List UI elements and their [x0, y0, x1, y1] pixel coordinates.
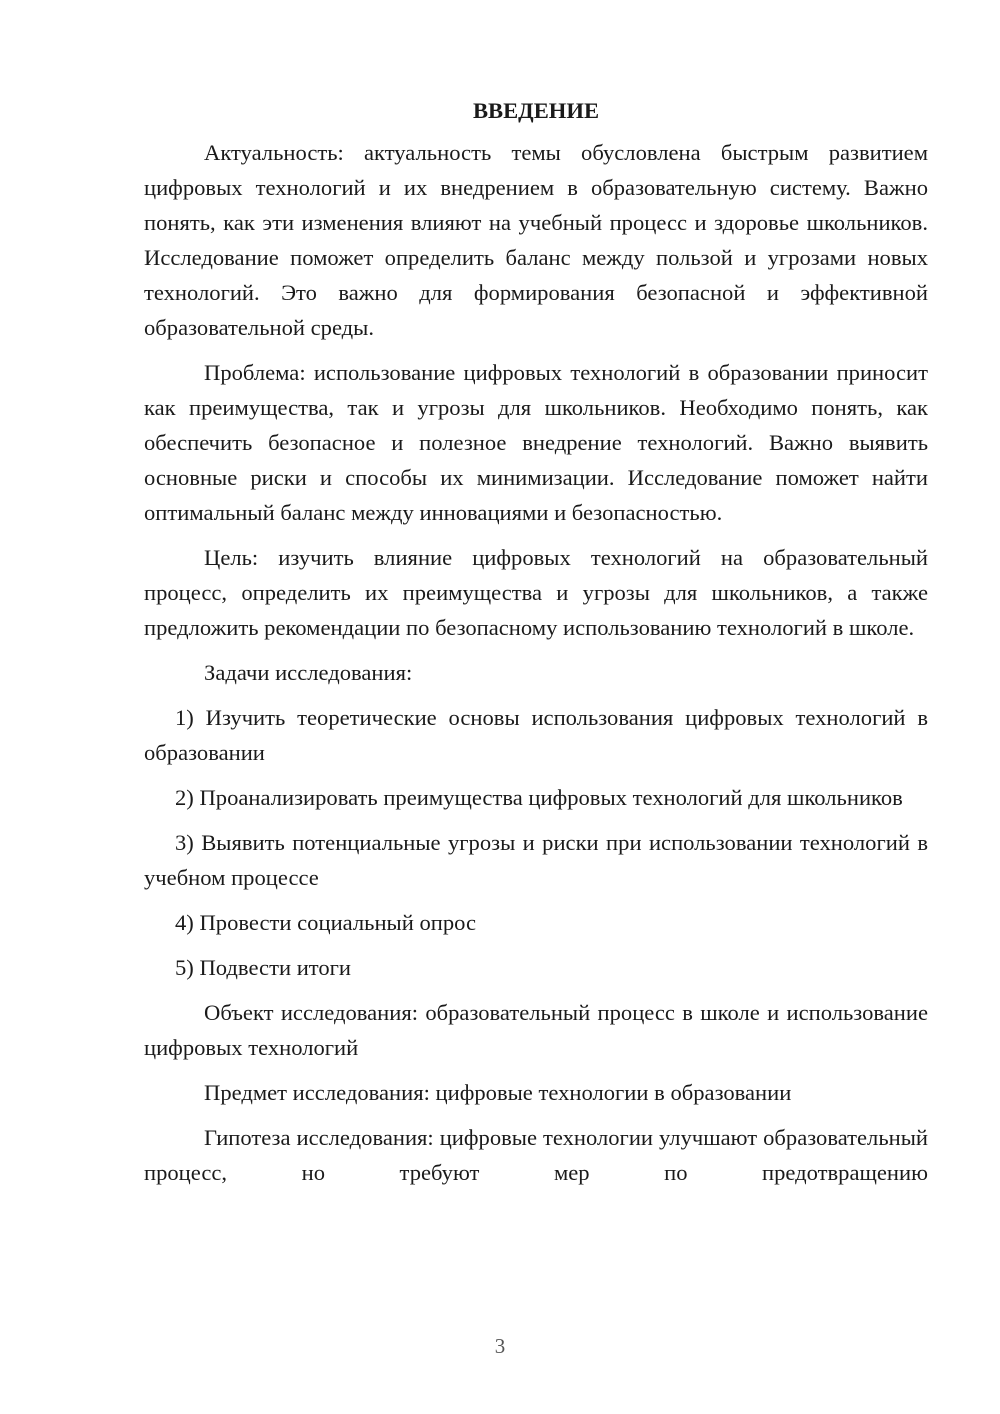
paragraph-subject: Предмет исследования: цифровые технологии в образовании: [204, 1080, 792, 1105]
paragraph-hypothesis: Гипотеза исследования: цифровые технологии улучшают образовательный процесс, но требуют мер по предотвращению: [144, 1125, 928, 1185]
document-page: [144, 96, 928, 1200]
paragraph-problem: Проблема: использование цифровых технологий в образовании приносит как преимущества, так и угрозы для школьников. Необходимо понять, как обеспечить безопасное и полезное внедрение технологий. Важно выявить основные риски и способы их минимизации. Исследование поможет найти оптимальный баланс между инновациями и безопасностью.: [144, 360, 928, 525]
paragraph-relevance: Актуальность: актуальность темы обусловлена быстрым развитием цифровых технологий и их внедрением в образовательную систему. Важно понять, как эти изменения влияют на учебный процесс и здоровье школьников. Исследование поможет определить баланс между пользой и угрозами новых технологий. Это важно для формирования безопасной и эффективной образовательной среды.: [144, 140, 928, 340]
task-item-1: 1) Изучить теоретические основы использования цифровых технологий в образовании: [144, 705, 928, 765]
section-heading: ВВЕДЕНИЕ: [472, 98, 600, 123]
page-number: 3: [494, 1334, 506, 1358]
task-item-5: 5) Подвести итоги: [175, 955, 352, 980]
paragraph-object: Объект исследования: образовательный процесс в школе и использование цифровых технологий: [144, 1000, 928, 1060]
paragraph-tasks-intro: Задачи исследования:: [204, 660, 413, 685]
task-item-2: 2) Проанализировать преимущества цифровых технологий для школьников: [175, 785, 903, 810]
task-item-4: 4) Провести социальный опрос: [175, 910, 477, 935]
paragraph-goal: Цель: изучить влияние цифровых технологий на образовательный процесс, определить их преимущества и угрозы для школьников, а также предложить рекомендации по безопасному использованию технологий в школе.: [144, 545, 928, 640]
task-item-3: 3) Выявить потенциальные угрозы и риски при использовании технологий в учебном процессе: [144, 830, 928, 890]
